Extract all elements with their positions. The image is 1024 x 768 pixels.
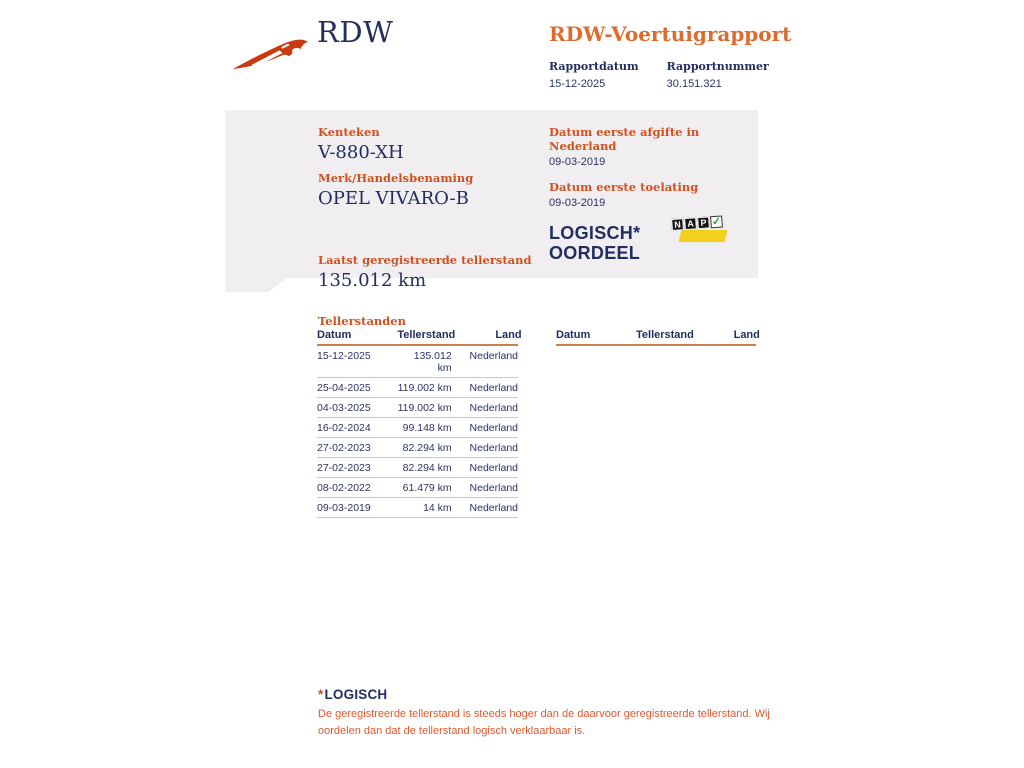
eerste-afgifte-value: 09-03-2019 bbox=[549, 156, 606, 168]
table-cell: 09-03-2019 bbox=[317, 502, 371, 514]
footnote-heading-text: LOGISCH bbox=[324, 687, 388, 702]
table-cell: Nederland bbox=[469, 502, 518, 514]
table-cell: 14 km bbox=[423, 502, 452, 514]
table-cell: 119.002 km bbox=[397, 402, 452, 414]
table-row bbox=[317, 458, 518, 478]
footnote-heading bbox=[318, 687, 387, 702]
column-header-tellerstand: Tellerstand bbox=[636, 329, 694, 341]
table-cell: 27-02-2023 bbox=[317, 462, 371, 474]
footnote-text: De geregistreerde tellerstand is steeds hoger dan de daarvoor geregistreerde tellerstand. Wij oordelen dan dat de tellerstand logisch verklaarbaar is. bbox=[318, 708, 770, 737]
table-cell: 99.148 km bbox=[402, 422, 452, 434]
table-cell: 61.479 km bbox=[402, 482, 452, 494]
summary-right-column bbox=[549, 125, 754, 263]
nap-letter-a: A bbox=[684, 217, 697, 230]
nap-checkmark-icon: ✓ bbox=[711, 215, 722, 228]
table-cell: 04-03-2025 bbox=[317, 402, 371, 414]
rdw-feather-logo-icon bbox=[231, 27, 309, 73]
tellerstanden-table-continued bbox=[556, 329, 760, 346]
oordeel-line2: OORDEEL bbox=[549, 243, 641, 263]
table-row bbox=[317, 378, 518, 398]
summary-box-tail bbox=[225, 278, 287, 292]
merk-value: OPEL VIVARO-B bbox=[318, 188, 469, 209]
nap-letter-n: N bbox=[671, 218, 684, 231]
nap-yellow-bar bbox=[679, 230, 728, 242]
table-cell: 15-12-2025 bbox=[317, 350, 371, 362]
table-row bbox=[317, 398, 518, 418]
report-meta bbox=[549, 60, 769, 90]
tellerstanden-table bbox=[317, 329, 522, 518]
nap-logo-icon bbox=[672, 215, 730, 251]
table-cell: Nederland bbox=[469, 382, 518, 394]
laatste-tellerstand-value: 135.012 km bbox=[318, 270, 427, 291]
nap-letter-p: P bbox=[697, 216, 710, 229]
table-cell: Nederland bbox=[469, 402, 518, 414]
table-cell: 25-04-2025 bbox=[317, 382, 371, 394]
table-cell: 119.002 km bbox=[397, 382, 452, 394]
nap-tiles bbox=[671, 215, 723, 231]
table-cell: Nederland bbox=[469, 482, 518, 494]
oordeel-line1: LOGISCH* bbox=[549, 223, 641, 243]
column-header-datum: Datum bbox=[317, 329, 352, 341]
table-row bbox=[317, 438, 518, 458]
kenteken-value: V-880-XH bbox=[318, 142, 404, 163]
table-cell: Nederland bbox=[469, 350, 518, 362]
table-body bbox=[317, 346, 518, 518]
table-cell: Nederland bbox=[469, 422, 518, 434]
report-number-value: 30.151.321 bbox=[666, 78, 722, 90]
rdw-wordmark: RDW bbox=[317, 15, 394, 49]
column-header-land: Land bbox=[733, 329, 760, 341]
table-cell: 135.012 km bbox=[413, 350, 452, 374]
table-cell: 27-02-2023 bbox=[317, 442, 371, 454]
eerste-toelating-value: 09-03-2019 bbox=[549, 197, 606, 209]
report-date-group bbox=[549, 60, 639, 90]
merk-label: Merk/Handelsbenaming bbox=[318, 171, 474, 185]
oordeel-block bbox=[549, 215, 754, 263]
report-number-group bbox=[667, 60, 769, 90]
report-date-label: Rapportdatum bbox=[549, 60, 639, 73]
summary-left-column bbox=[318, 125, 532, 299]
table-row bbox=[317, 418, 518, 438]
table-row bbox=[317, 478, 518, 498]
footnote-asterisk: * bbox=[318, 687, 324, 702]
table-cell: Nederland bbox=[469, 462, 518, 474]
table-cell: 08-02-2022 bbox=[317, 482, 371, 494]
eerste-toelating-label: Datum eerste toelating bbox=[549, 180, 699, 194]
table-cell: 82.294 km bbox=[402, 462, 452, 474]
laatste-tellerstand-label: Laatst geregistreerde tellerstand bbox=[318, 253, 532, 267]
page-title: RDW-Voertuigrapport bbox=[549, 22, 792, 46]
column-header-datum: Datum bbox=[556, 329, 591, 341]
report-number-label: Rapportnummer bbox=[666, 60, 769, 73]
table-cell: 82.294 km bbox=[402, 442, 452, 454]
table-cell: Nederland bbox=[469, 442, 518, 454]
table-cell: 16-02-2024 bbox=[317, 422, 371, 434]
column-header-land: Land bbox=[495, 329, 522, 341]
table-row bbox=[317, 346, 518, 378]
report-date-value: 15-12-2025 bbox=[549, 78, 606, 90]
eerste-afgifte-label: Datum eerste afgifte in Nederland bbox=[549, 125, 700, 153]
column-header-tellerstand: Tellerstand bbox=[397, 329, 456, 341]
table-header-row bbox=[556, 329, 760, 346]
vehicle-summary-box bbox=[225, 110, 758, 291]
tellerstanden-title: Tellerstanden bbox=[318, 314, 406, 328]
table-header-row bbox=[317, 329, 522, 346]
table-row bbox=[317, 498, 518, 518]
kenteken-label: Kenteken bbox=[318, 125, 380, 139]
